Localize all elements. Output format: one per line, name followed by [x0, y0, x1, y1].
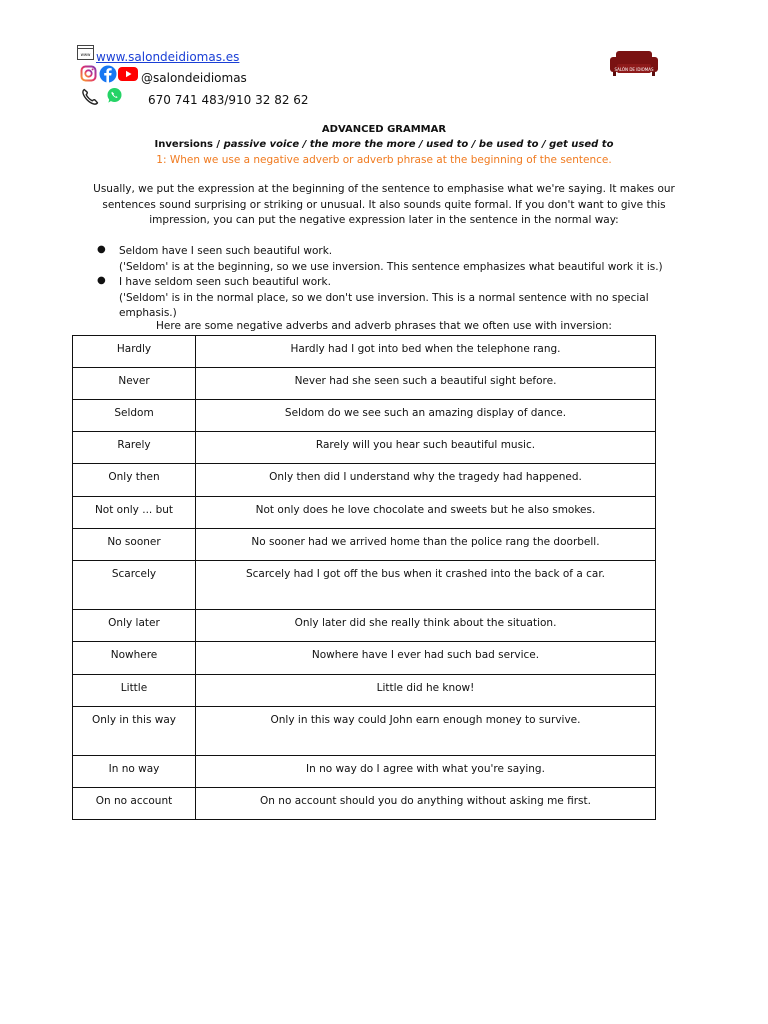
- example-cell: In no way do I agree with what you're saying.: [196, 756, 656, 788]
- adverb-cell: In no way: [73, 756, 196, 788]
- table-intro: Here are some negative adverbs and adverb phrases that we often use with inversion:: [156, 320, 612, 332]
- table-row: [73, 497, 656, 529]
- adverb-cell: Never: [73, 368, 196, 400]
- example-cell: No sooner had we arrived home than the police rang the doorbell.: [196, 529, 656, 561]
- table-row: [73, 529, 656, 561]
- table-row: [73, 642, 656, 675]
- example-cell: Only then did I understand why the tragedy had happened.: [196, 464, 656, 497]
- subtitle-italic: passive voice / the more the more / used to / be used to / get used to: [223, 139, 614, 150]
- bullet-note: ('Seldom' is in the normal place, so we don't use inversion. This is a normal sentence with no special emphasis.): [119, 291, 649, 319]
- table-row: [73, 788, 656, 820]
- subtitle-bold: Inversions /: [154, 139, 224, 150]
- svg-text:www: www: [80, 52, 91, 57]
- example-cell: On no account should you do anything without asking me first.: [196, 788, 656, 820]
- adverb-cell: On no account: [73, 788, 196, 820]
- bullet-note: ('Seldom' is at the beginning, so we use inversion. This sentence emphasizes what beautiful work it is.): [119, 260, 663, 273]
- adverb-cell: Only then: [73, 464, 196, 497]
- website-link[interactable]: www.salondeidiomas.es: [96, 50, 240, 64]
- bullet-sentence: Seldom have I seen such beautiful work.: [119, 245, 333, 257]
- phone-numbers: 670 741 483/910 32 82 62: [148, 93, 309, 107]
- bullet-icon: ●: [97, 244, 106, 255]
- bullet-sentence: I have seldom seen such beautiful work.: [119, 276, 331, 288]
- bullet-item-1: [119, 244, 699, 275]
- table-row: [73, 432, 656, 464]
- inversion-examples-table: [72, 335, 656, 820]
- table-row: [73, 464, 656, 497]
- web-icon: [77, 45, 94, 60]
- adverb-cell: Not only ... but: [73, 497, 196, 529]
- example-cell: Hardly had I got into bed when the telephone rang.: [196, 336, 656, 368]
- table-row: [73, 400, 656, 432]
- example-cell: Only later did she really think about the situation.: [196, 610, 656, 642]
- adverb-cell: Nowhere: [73, 642, 196, 675]
- example-cell: Rarely will you hear such beautiful music.: [196, 432, 656, 464]
- example-cell: Scarcely had I got off the bus when it crashed into the back of a car.: [196, 561, 656, 610]
- example-cell: Seldom do we see such an amazing display of dance.: [196, 400, 656, 432]
- adverb-cell: Scarcely: [73, 561, 196, 610]
- document-subtitle: [0, 139, 768, 150]
- table-row: [73, 368, 656, 400]
- sofa-logo: [608, 48, 660, 86]
- svg-text:SALÓN DE IDIOMAS: SALÓN DE IDIOMAS: [614, 67, 654, 72]
- example-cell: Not only does he love chocolate and sweets but he also smokes.: [196, 497, 656, 529]
- table-row: [73, 610, 656, 642]
- table-row: [73, 707, 656, 756]
- table-row: [73, 561, 656, 610]
- adverb-cell: Only later: [73, 610, 196, 642]
- table-row: [73, 336, 656, 368]
- example-cell: Nowhere have I ever had such bad service.: [196, 642, 656, 675]
- intro-paragraph: Usually, we put the expression at the beginning of the sentence to emphasise what we're saying. It makes our sentences sound surprising or striking or unusual. It also sounds quite formal. If you don't want to give this impression, you can put the negative expression later in the sentence in the normal way:: [93, 183, 675, 226]
- adverb-cell: No sooner: [73, 529, 196, 561]
- adverb-cell: Only in this way: [73, 707, 196, 756]
- adverb-cell: Little: [73, 675, 196, 707]
- social-handle: @salondeidiomas: [141, 71, 247, 85]
- section-heading: 1: When we use a negative adverb or adverb phrase at the beginning of the sentence.: [156, 154, 612, 166]
- youtube-icon[interactable]: [118, 67, 138, 81]
- instagram-icon[interactable]: [80, 65, 97, 82]
- table-row: [73, 675, 656, 707]
- example-cell: Only in this way could John earn enough money to survive.: [196, 707, 656, 756]
- facebook-icon[interactable]: [99, 65, 117, 83]
- example-cell: Never had she seen such a beautiful sight before.: [196, 368, 656, 400]
- bullet-icon: ●: [97, 275, 106, 286]
- adverb-cell: Rarely: [73, 432, 196, 464]
- whatsapp-icon[interactable]: [106, 87, 123, 104]
- phone-icon: [80, 87, 100, 107]
- table-row: [73, 756, 656, 788]
- document-title: ADVANCED GRAMMAR: [321, 124, 447, 135]
- bullet-item-2: [119, 275, 679, 322]
- adverb-cell: Seldom: [73, 400, 196, 432]
- example-cell: Little did he know!: [196, 675, 656, 707]
- adverb-cell: Hardly: [73, 336, 196, 368]
